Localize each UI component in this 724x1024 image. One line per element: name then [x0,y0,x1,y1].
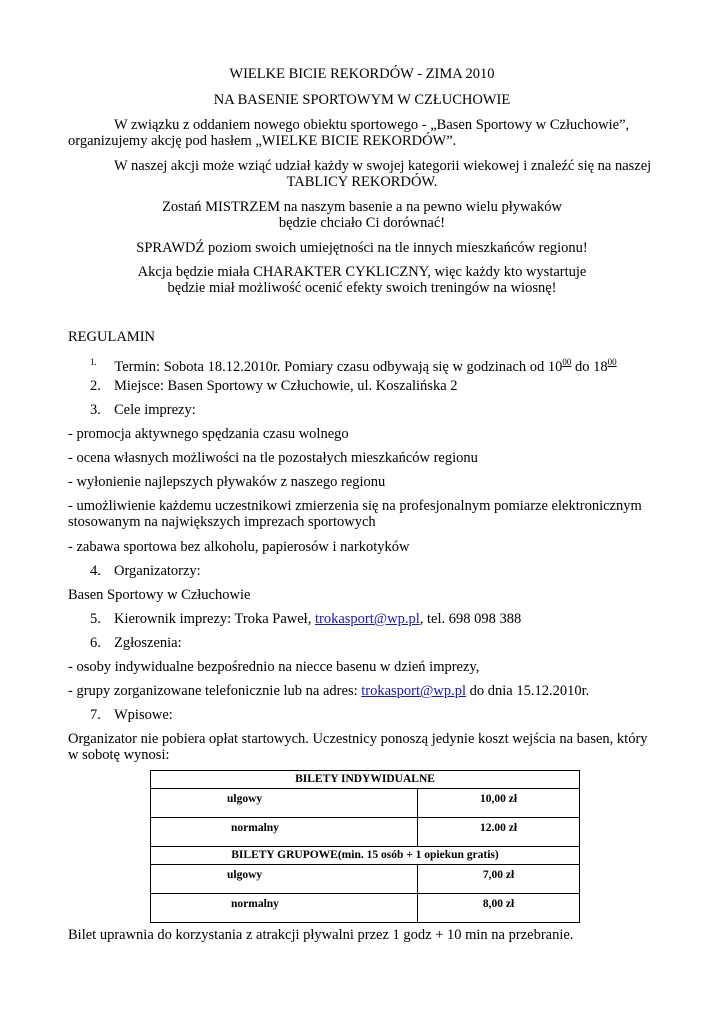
intro-p2-line1: W naszej akcji może wziąć udział każdy w swojej kategorii wiekowej i znaleźć się na naszej [114,158,652,174]
ticket-price: 7,00 zł [418,865,580,894]
table-row [151,818,580,847]
rule-number: 6. [90,635,101,651]
rule-item-3 [90,402,196,419]
time-superscript: 00 [562,357,572,367]
intro-p1-line1: W związku z oddaniem nowego obiektu sportowego - „Basen Sportowy w Człuchowie”, [114,117,630,133]
group-tickets-header: BILETY GRUPOWE(min. 15 osób + 1 opiekun gratis) [151,847,580,865]
intro-p3-line2: będzie chciało Ci dorównać! [278,215,446,231]
doc-title-1: WIELKE BICIE REKORDÓW - ZIMA 2010 [229,66,495,82]
time-superscript: 00 [607,357,617,367]
doc-title-2: NA BASENIE SPORTOWYM W CZŁUCHOWIE [213,92,511,108]
email-link[interactable]: trokasport@wp.pl [314,611,420,627]
table-row [151,771,580,789]
intro-p2-line2: TABLICY REKORDÓW. [286,174,438,190]
rule-item-1 [90,354,617,376]
ticket-price-table [150,770,580,923]
rule-text: Cele imprezy: [114,402,196,418]
ticket-category: normalny [151,818,418,847]
rule-number: 1. [90,357,97,367]
fee-text-line2: w sobotę wynosi: [68,747,170,763]
rule-item-2 [90,378,458,395]
goal-item: - zabawa sportowa bez alkoholu, papierosów i narkotyków [68,539,410,555]
intro-p4: SPRAWDŹ poziom swoich umiejętności na tle innych mieszkańców regionu! [136,240,588,256]
individual-tickets-header: BILETY INDYWIDUALNE [151,771,580,789]
rule-item-6 [90,635,182,652]
rule-number: 7. [90,707,101,723]
footer-note: Bilet uprawnia do korzystania z atrakcji pływalni przez 1 godz + 10 min na przebranie. [68,927,574,943]
intro-p5-line2: będzie miał możliwość ocenić efekty swoich treningów na wiosnę! [167,280,557,296]
table-row [151,847,580,865]
rules-heading: REGULAMIN [68,329,155,345]
table-row [151,865,580,894]
rule-text-mid: do 18 [571,359,608,375]
rule-text: Wpisowe: [114,707,173,723]
rule-number: 2. [90,378,101,394]
rule-text: Kierownik imprezy: Troka Paweł, [114,611,315,627]
rule-text: Termin: Sobota 18.12.2010r. Pomiary czasu odbywają się w godzinach od 10 [114,359,563,375]
organizer-name: Basen Sportowy w Człuchowie [68,587,251,603]
ticket-price: 10,00 zł [418,789,580,818]
rule-item-7 [90,707,173,724]
rule-number: 5. [90,611,101,627]
rule-number: 3. [90,402,101,418]
goal-item: - promocja aktywnego spędzania czasu wolnego [68,426,349,442]
rule-number: 4. [90,563,101,579]
intro-p1-line2: organizujemy akcję pod hasłem „WIELKE BICIE REKORDÓW”. [68,133,457,149]
ticket-category: normalny [151,894,418,923]
intro-p3-line1: Zostań MISTRZEM na naszym basenie a na pewno wielu pływaków [162,199,562,215]
goal-item: - ocena własnych możliwości na tle pozostałych mieszkańców regionu [68,450,478,466]
goal-item-continued: stosowanym na największych imprezach sportowych [68,514,376,530]
table-row [151,789,580,818]
intro-p5-line1: Akcja będzie miała CHARAKTER CYKLICZNY, więc każdy kto wystartuje [137,264,587,280]
ticket-price: 8,00 zł [418,894,580,923]
rule-item-4 [90,563,201,580]
ticket-category: ulgowy [151,865,418,894]
fee-text-line1: Organizator nie pobiera opłat startowych. Uczestnicy ponoszą jedynie koszt wejścia na basen, który [68,731,648,747]
ticket-category: ulgowy [151,789,418,818]
rule-text: Zgłoszenia: [114,635,182,651]
registration-text-after: do dnia 15.12.2010r. [466,683,590,699]
email-link[interactable]: trokasport@wp.pl [361,683,467,699]
goal-item: - wyłonienie najlepszych pływaków z naszego regionu [68,474,386,490]
ticket-price: 12.00 zł [418,818,580,847]
goal-item: - umożliwienie każdemu uczestnikowi zmierzenia się na profesjonalnym pomiarze elektronicznym [68,498,642,514]
registration-text: - grupy zorganizowane telefonicznie lub na adres: [68,683,362,699]
rule-text-after: , tel. 698 098 388 [419,611,522,627]
rule-text: Organizatorzy: [114,563,201,579]
rule-item-5 [90,611,521,628]
rule-text: Miejsce: Basen Sportowy w Człuchowie, ul. Koszalińska 2 [114,378,458,394]
registration-group [68,683,589,700]
table-row [151,894,580,923]
registration-individual: - osoby indywidualne bezpośrednio na niecce basenu w dzień imprezy, [68,659,480,675]
